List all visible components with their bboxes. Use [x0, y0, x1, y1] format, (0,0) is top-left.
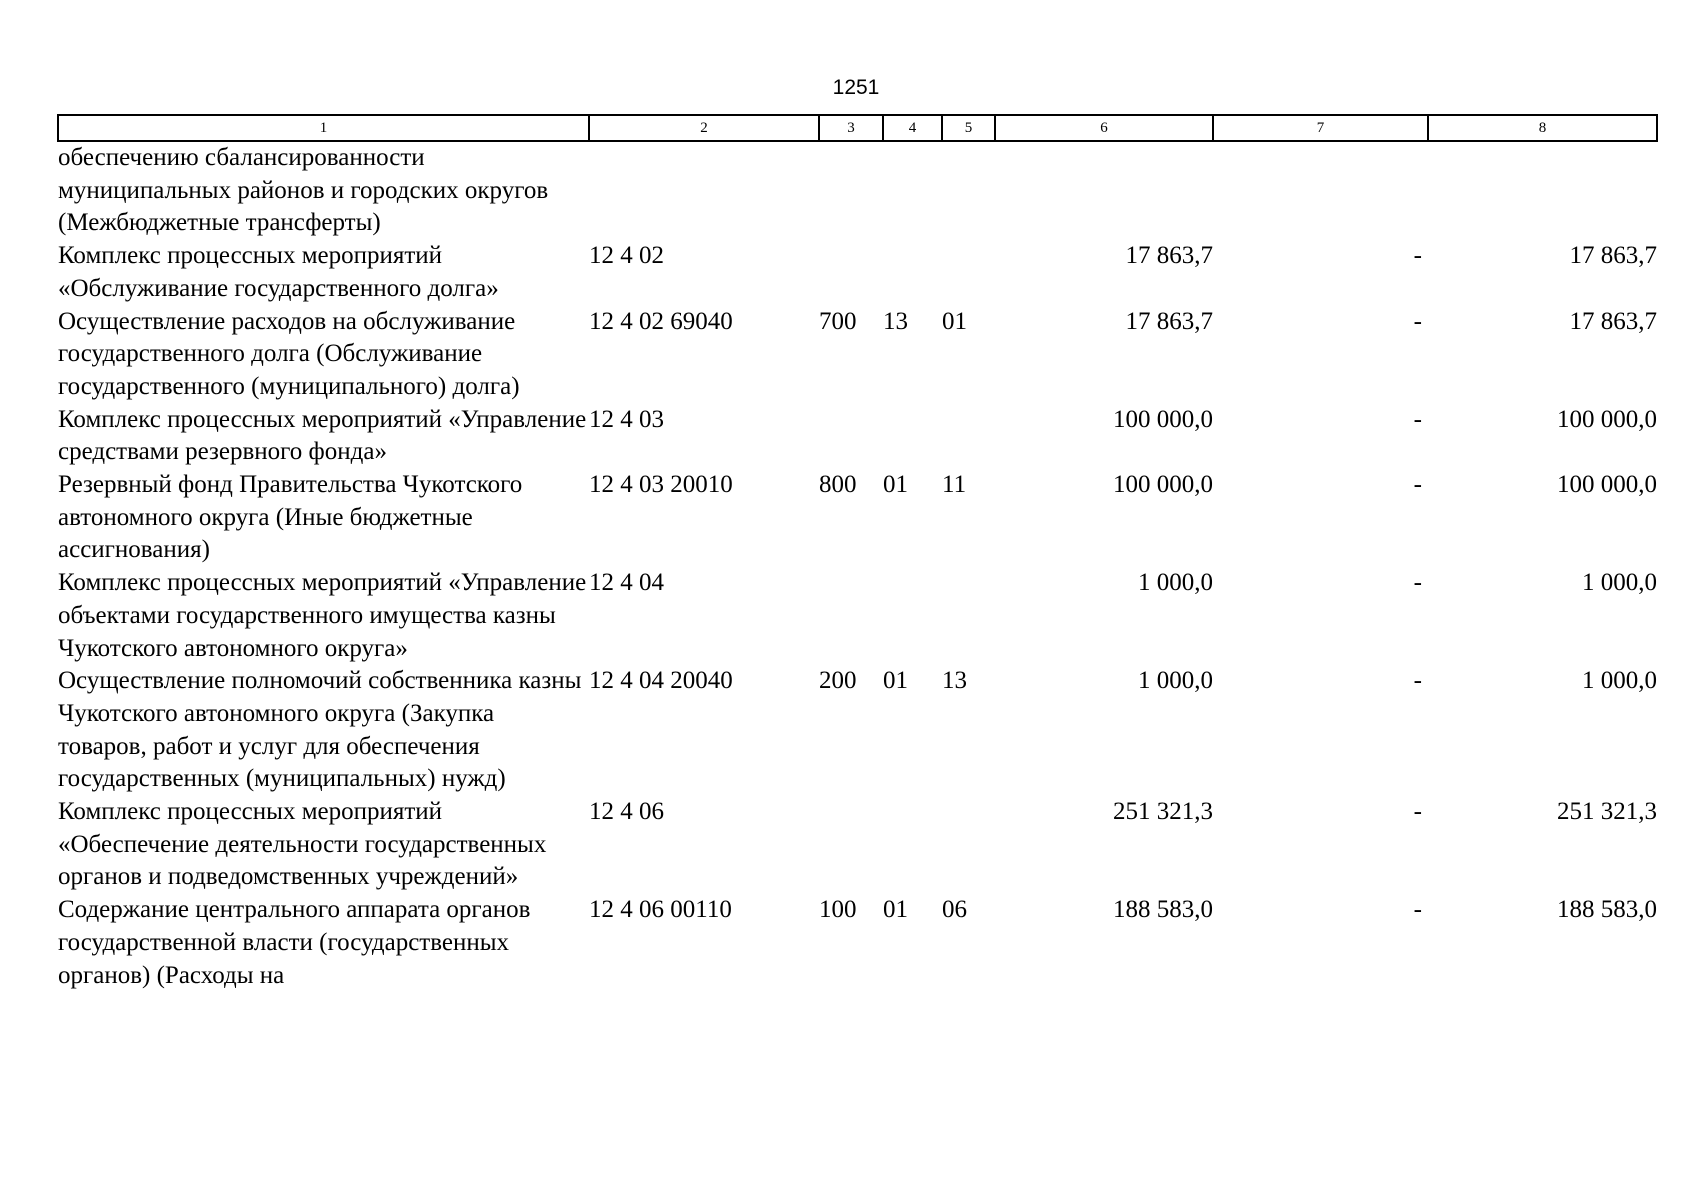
amount-col6: 100 000,0 — [1113, 471, 1213, 499]
column-number: 4 — [883, 115, 942, 141]
table-body — [58, 141, 1657, 992]
amount-col8: 17 863,7 — [1569, 307, 1657, 335]
amount-col8: 100 000,0 — [1557, 405, 1657, 433]
amount-col7: - — [1413, 667, 1422, 695]
expense-name: Осуществление полномочий собственника казны Чукотского автономного округа (Закупка товаров, работ и услуг для обеспечения государственных (муниципальных) нужд) — [58, 667, 582, 793]
column-number: 6 — [995, 115, 1213, 141]
subsection-code — [942, 567, 995, 665]
amount-col6: 188 583,0 — [1113, 896, 1213, 924]
amount-col6: 17 863,7 — [1125, 307, 1213, 335]
column-number: 3 — [819, 115, 883, 141]
expense-name: Комплекс процессных мероприятий «Управление средствами резервного фонда» — [58, 405, 587, 466]
expense-name: Комплекс процессных мероприятий «Обслуживание государственного долга» — [58, 242, 499, 302]
table-row — [58, 469, 1657, 567]
target-code: 12 4 03 20010 — [589, 471, 733, 499]
subsection-code — [942, 240, 995, 305]
column-number: 2 — [589, 115, 819, 141]
section-code: 01 — [883, 471, 908, 499]
subsection-code — [942, 404, 995, 469]
column-number: 5 — [942, 115, 995, 141]
expense-type-code — [819, 567, 883, 665]
column-number-row — [58, 115, 1657, 141]
table-row — [58, 665, 1657, 796]
amount-col7: - — [1413, 307, 1422, 335]
subsection-code — [942, 796, 995, 894]
amount-col8: 17 863,7 — [1569, 242, 1657, 270]
target-code — [589, 141, 819, 240]
section-code — [883, 240, 942, 305]
page-number: 1251 — [832, 76, 880, 99]
section-code — [883, 141, 942, 240]
expense-type-code — [819, 404, 883, 469]
table-row — [58, 404, 1657, 469]
column-number: 1 — [58, 115, 589, 141]
table-row — [58, 894, 1657, 992]
amount-col8: 251 321,3 — [1557, 798, 1657, 826]
expense-type-code — [819, 141, 883, 240]
section-code: 01 — [883, 667, 908, 695]
amount-col7: - — [1413, 569, 1422, 597]
amount-col8: 188 583,0 — [1557, 896, 1657, 924]
table-row — [58, 141, 1657, 240]
table-row — [58, 306, 1657, 404]
expense-name: Содержание центрального аппарата органов государственной власти (государственных органов) (Расходы на — [58, 896, 531, 989]
section-code — [883, 404, 942, 469]
amount-col8: 1 000,0 — [1582, 569, 1657, 597]
section-code: 01 — [883, 896, 908, 924]
amount-col6: 17 863,7 — [1125, 242, 1213, 270]
amount-col7: - — [1413, 896, 1422, 924]
expense-name: Комплекс процессных мероприятий «Управление объектами государственного имущества казны Чукотского автономного округа» — [58, 569, 587, 662]
budget-table — [57, 114, 1658, 992]
amount-col6: 251 321,3 — [1113, 798, 1213, 826]
target-code: 12 4 06 — [589, 798, 664, 826]
table-row — [58, 240, 1657, 305]
column-number: 8 — [1428, 115, 1657, 141]
subsection-code: 06 — [942, 896, 967, 924]
table-row — [58, 796, 1657, 894]
amount-col6: 100 000,0 — [1113, 405, 1213, 433]
expense-type-code: 100 — [819, 896, 857, 924]
expense-name: Осуществление расходов на обслуживание государственного долга (Обслуживание государственного (муниципального) долга) — [58, 307, 520, 400]
expense-name: Комплекс процессных мероприятий «Обеспечение деятельности государственных органов и подведомственных учреждений» — [58, 798, 547, 891]
amount-col7: - — [1413, 798, 1422, 826]
section-code — [883, 796, 942, 894]
expense-type-code — [819, 240, 883, 305]
amount-col7: - — [1413, 405, 1422, 433]
expense-type-code: 700 — [819, 307, 857, 335]
target-code: 12 4 02 — [589, 242, 664, 270]
amount-col6 — [995, 141, 1213, 240]
expense-type-code — [819, 796, 883, 894]
target-code: 12 4 04 20040 — [589, 667, 733, 695]
target-code: 12 4 03 — [589, 405, 664, 433]
section-code — [883, 567, 942, 665]
target-code: 12 4 02 69040 — [589, 307, 733, 335]
amount-col6: 1 000,0 — [1138, 569, 1213, 597]
target-code: 12 4 04 — [589, 569, 664, 597]
expense-name: обеспечению сбалансированности муниципальных районов и городских округов (Межбюджетные трансферты) — [58, 144, 549, 237]
amount-col8: 1 000,0 — [1582, 667, 1657, 695]
subsection-code: 11 — [942, 471, 967, 499]
amount-col7: - — [1413, 242, 1422, 270]
subsection-code — [942, 141, 995, 240]
amount-col8 — [1428, 141, 1657, 240]
expense-type-code: 800 — [819, 471, 857, 499]
amount-col6: 1 000,0 — [1138, 667, 1213, 695]
expense-name: Резервный фонд Правительства Чукотского автономного округа (Иные бюджетные ассигнования) — [58, 471, 523, 564]
table-header — [58, 115, 1657, 141]
amount-col8: 100 000,0 — [1557, 471, 1657, 499]
table-row — [58, 567, 1657, 665]
subsection-code: 01 — [942, 307, 967, 335]
target-code: 12 4 06 00110 — [589, 896, 732, 924]
expense-type-code: 200 — [819, 667, 857, 695]
column-number: 7 — [1213, 115, 1428, 141]
amount-col7: - — [1413, 471, 1422, 499]
amount-col7 — [1213, 141, 1428, 240]
section-code: 13 — [883, 307, 908, 335]
subsection-code: 13 — [942, 667, 967, 695]
